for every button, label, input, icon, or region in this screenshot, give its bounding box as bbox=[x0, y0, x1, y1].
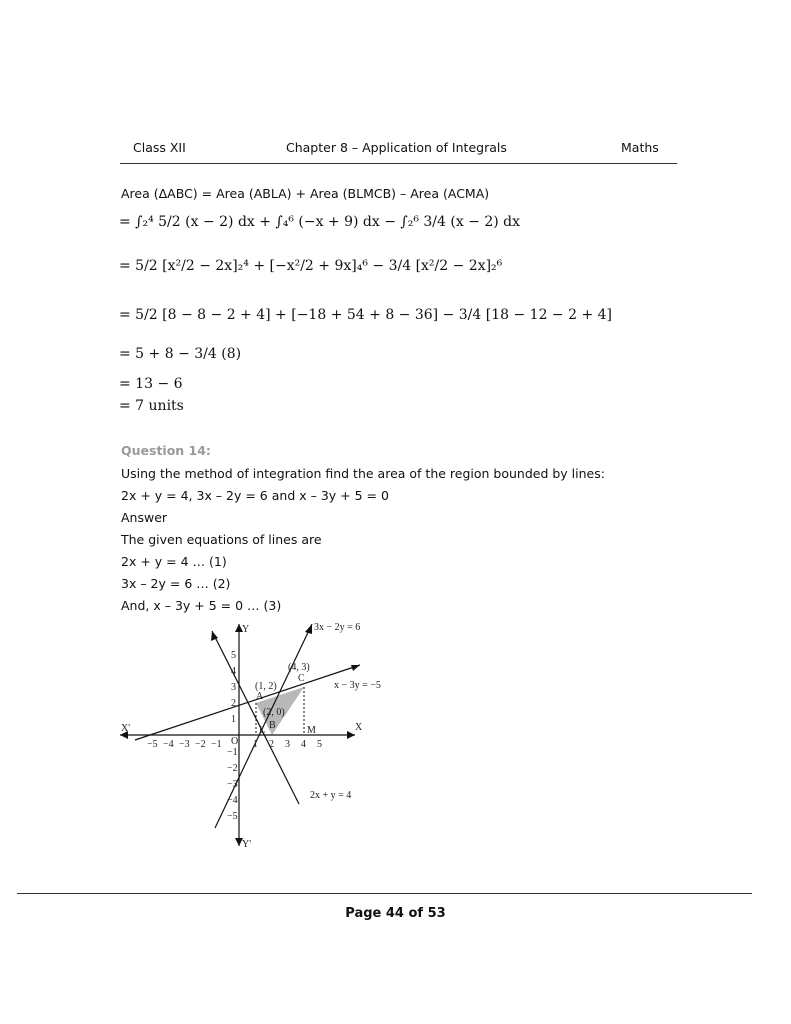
question-lines: 2x + y = 4, 3x – 2y = 6 and x – 3y + 5 = 0 bbox=[121, 488, 389, 503]
answer-intro: The given equations of lines are bbox=[121, 532, 322, 547]
line-2x-plus-y bbox=[212, 631, 299, 804]
x-tick: 4 bbox=[301, 739, 306, 750]
y-tick: −4 bbox=[227, 795, 238, 806]
y-tick: 3 bbox=[231, 682, 236, 693]
footer-divider bbox=[17, 893, 752, 894]
coord-B: (2, 0) bbox=[263, 707, 285, 718]
point-C: C bbox=[298, 673, 305, 684]
y-tick: 5 bbox=[231, 650, 236, 661]
origin-label: O bbox=[231, 736, 239, 747]
coord-A: (1, 2) bbox=[255, 681, 277, 692]
x-tick: −4 bbox=[163, 739, 174, 750]
x-tick: 2 bbox=[269, 739, 274, 750]
label-x-minus-3y: x − 3y = −5 bbox=[334, 680, 381, 691]
equation-2: 3x – 2y = 6 … (2) bbox=[121, 576, 231, 591]
axis-x-neg-label: X' bbox=[121, 723, 131, 734]
y-tick: 4 bbox=[231, 666, 236, 677]
line-3x-minus-2y-arrow bbox=[305, 624, 312, 634]
x-tick: 1 bbox=[253, 739, 258, 750]
label-2x-plus-y: 2x + y = 4 bbox=[310, 790, 352, 801]
axis-y-neg-label: Y' bbox=[242, 839, 252, 850]
line-x-minus-3y bbox=[135, 665, 360, 740]
header-divider bbox=[120, 163, 677, 164]
y-tick: −2 bbox=[227, 763, 238, 774]
y-tick: −3 bbox=[227, 779, 238, 790]
line-x-minus-3y-arrow bbox=[351, 665, 360, 671]
x-tick: 3 bbox=[285, 739, 290, 750]
x-tick: −3 bbox=[179, 739, 190, 750]
answer-label: Answer bbox=[121, 510, 168, 525]
label-3x-minus-2y: 3x − 2y = 6 bbox=[314, 622, 361, 633]
question-title: Question 14: bbox=[121, 443, 211, 458]
x-tick: −1 bbox=[211, 739, 222, 750]
y-tick: −5 bbox=[227, 811, 238, 822]
point-L: L bbox=[259, 725, 266, 736]
math-line-2: = 5/2 [x²/2 − 2x]₂⁴ + [−x²/2 + 9x]₄⁶ − 3/4 [x²/2 − 2x]₂⁶ bbox=[119, 258, 503, 274]
x-tick: −5 bbox=[147, 739, 158, 750]
equation-1: 2x + y = 4 … (1) bbox=[121, 554, 227, 569]
header-chapter: Chapter 8 – Application of Integrals bbox=[286, 140, 507, 155]
x-tick: 5 bbox=[317, 739, 322, 750]
x-tick: −2 bbox=[195, 739, 206, 750]
question-text: Using the method of integration find the area of the region bounded by lines: bbox=[121, 466, 605, 481]
header-subject: Maths bbox=[621, 140, 659, 155]
equation-3: And, x – 3y + 5 = 0 … (3) bbox=[121, 598, 282, 613]
point-A: A bbox=[256, 691, 264, 702]
y-tick: 2 bbox=[231, 698, 236, 709]
math-line-6: = 7 units bbox=[119, 398, 184, 414]
x-axis-arrow bbox=[347, 731, 355, 739]
math-line-3: = 5/2 [8 − 8 − 2 + 4] + [−18 + 54 + 8 − 36] − 3/4 [18 − 12 − 2 + 4] bbox=[119, 307, 613, 323]
page-number: Page 44 of 53 bbox=[345, 906, 446, 921]
math-line-1: = ∫₂⁴ 5/2 (x − 2) dx + ∫₄⁶ (−x + 9) dx − ∫₂⁶ 3/4 (x − 2) dx bbox=[119, 214, 521, 230]
math-line-4: = 5 + 8 − 3/4 (8) bbox=[119, 346, 242, 362]
math-line-5: = 13 − 6 bbox=[119, 376, 183, 392]
area-statement: Area (ΔABC) = Area (ABLA) + Area (BLMCB) – Area (ACMA) bbox=[121, 186, 490, 201]
line-2x-plus-y-arrow bbox=[211, 631, 218, 641]
y-tick: −1 bbox=[227, 747, 238, 758]
region-graph bbox=[115, 618, 381, 858]
point-M: M bbox=[307, 725, 316, 736]
coord-C: (4, 3) bbox=[288, 662, 310, 673]
axis-x-label: X bbox=[355, 722, 363, 733]
axis-y-label: Y bbox=[242, 624, 250, 635]
point-B: B bbox=[269, 720, 276, 731]
y-tick: 1 bbox=[231, 714, 236, 725]
header-class: Class XII bbox=[133, 140, 186, 155]
